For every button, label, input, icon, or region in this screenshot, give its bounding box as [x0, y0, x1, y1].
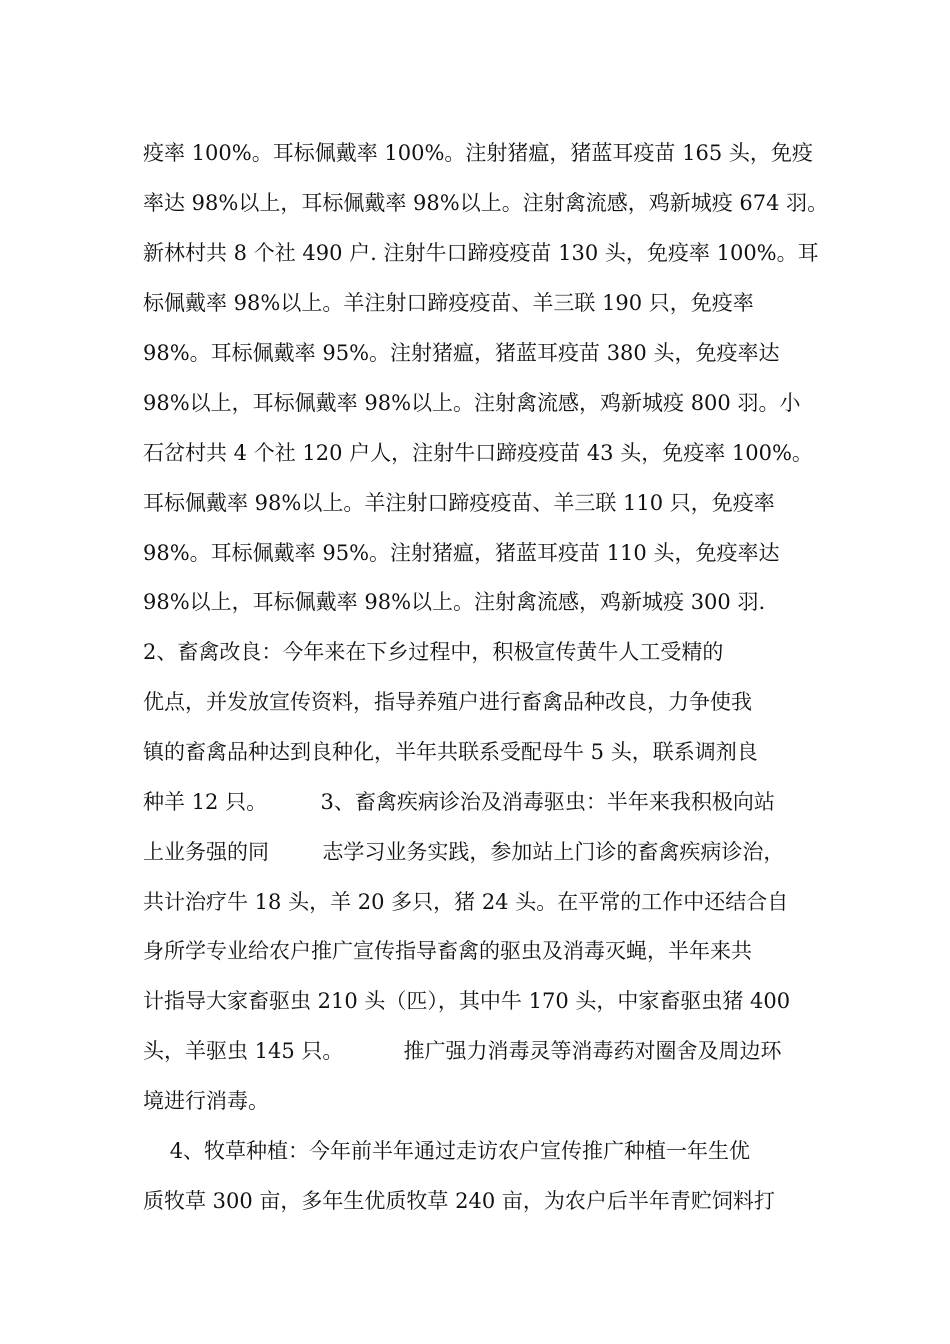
text-line: 98%以上，耳标佩戴率 98%以上。注射禽流感，鸡新城疫 800 羽。小: [143, 391, 801, 415]
text-line: 98%。耳标佩戴率 95%。注射猪瘟，猪蓝耳疫苗 110 头，免疫率达: [143, 541, 780, 565]
text-line: 共计治疗牛 18 头，羊 20 多只，猪 24 头。在平常的工作中还结合自: [143, 890, 789, 914]
text-line: 镇的畜禽品种达到良种化，半年共联系受配母牛 5 头，联系调剂良: [143, 740, 758, 764]
text-line: 2、畜禽改良：今年来在下乡过程中，积极宣传黄牛人工受精的: [143, 640, 724, 664]
text-line: 标佩戴率 98%以上。羊注射口蹄疫疫苗、羊三联 190 只，免疫率: [143, 291, 754, 315]
text-line: 种羊 12 只。 3、畜禽疾病诊治及消毒驱虫：半年来我积极向站: [143, 790, 775, 814]
text-line: 4、牧草种植：今年前半年通过走访农户宣传推广种植一年生优: [143, 1139, 751, 1163]
text-line: 头，羊驱虫 145 只。 推广强力消毒灵等消毒药对圈舍及周边环: [143, 1039, 782, 1063]
text-line: 计指导大家畜驱虫 210 头（匹），其中牛 170 头，中家畜驱虫猪 400: [143, 989, 791, 1013]
text-line: 新林村共 8 个社 490 户. 注射牛口蹄疫疫苗 130 头，免疫率 100%。耳: [143, 241, 819, 265]
text-line: 上业务强的同 志学习业务实践，参加站上门诊的畜禽疾病诊治，: [143, 840, 785, 864]
text-line: 境进行消毒。: [143, 1089, 269, 1113]
text-line: 质牧草 300 亩，多年生优质牧草 240 亩，为农户后半年青贮饲料打: [143, 1189, 775, 1213]
text-line: 率达 98%以上，耳标佩戴率 98%以上。注射禽流感，鸡新城疫 674 羽。: [143, 191, 829, 215]
text-line: 优点，并发放宣传资料，指导养殖户进行畜禽品种改良，力争使我: [143, 690, 752, 714]
text-line: 石岔村共 4 个社 120 户人，注射牛口蹄疫疫苗 43 头，免疫率 100%。: [143, 441, 813, 465]
text-line: 98%以上，耳标佩戴率 98%以上。注射禽流感，鸡新城疫 300 羽.: [143, 590, 766, 614]
text-line: 98%。耳标佩戴率 95%。注射猪瘟，猪蓝耳疫苗 380 头，免疫率达: [143, 341, 780, 365]
text-line: 疫率 100%。耳标佩戴率 100%。注射猪瘟，猪蓝耳疫苗 165 头，免疫: [143, 141, 813, 165]
text-line: 身所学专业给农户推广宣传指导畜禽的驱虫及消毒灭蝇，半年来共: [143, 939, 752, 963]
text-line: 耳标佩戴率 98%以上。羊注射口蹄疫疫苗、羊三联 110 只，免疫率: [143, 491, 775, 515]
